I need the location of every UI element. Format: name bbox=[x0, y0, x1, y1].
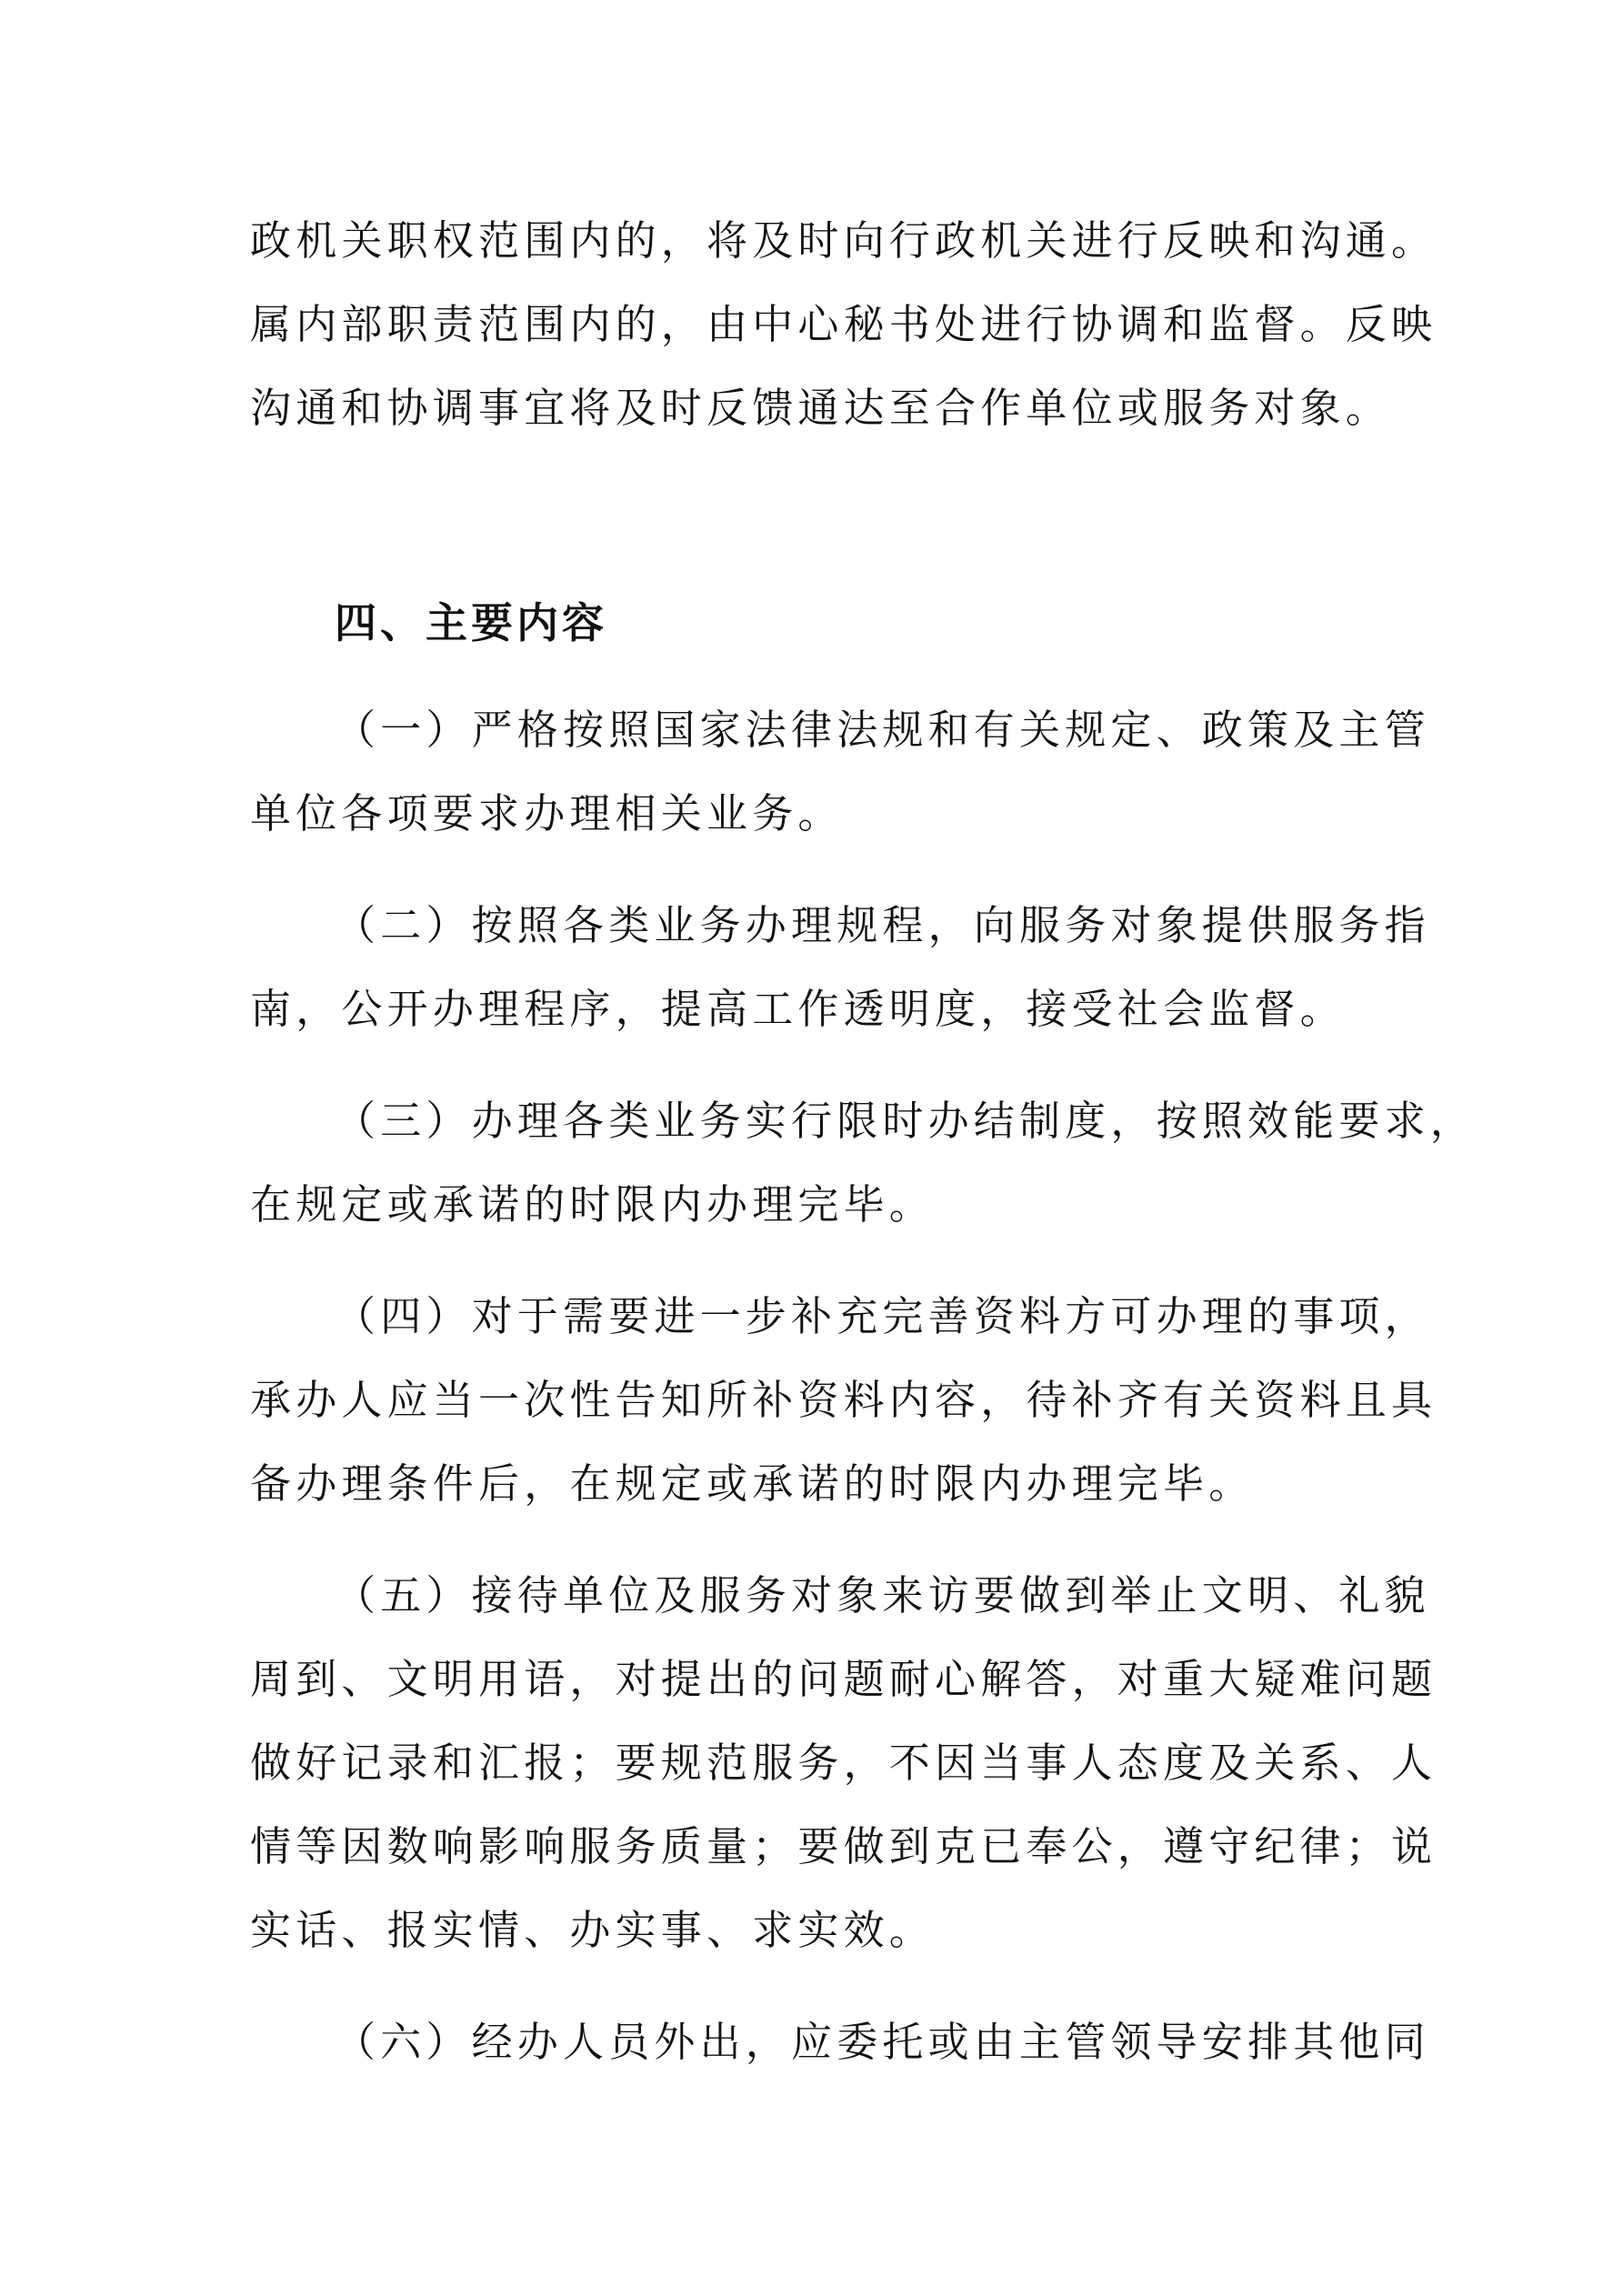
item-2-line-2: 南，公开办理程序，提高工作透明度，接受社会监督。 bbox=[250, 985, 1346, 1033]
item-3-line-2: 在规定或承诺的时限内办理完毕。 bbox=[250, 1180, 936, 1228]
item-3-line-1: （三）办理各类业务实行限时办结制度，按照效能要求， bbox=[335, 1097, 1477, 1145]
paragraph-line: 属内部职责范围内的，由中心秘书处进行协调和监督。反映 bbox=[250, 300, 1438, 348]
item-2-line-1: （二）按照各类业务办理规程，向服务对象提供服务指 bbox=[335, 901, 1430, 949]
item-5-line-5: 实话、报实情、办实事、求实效。 bbox=[250, 1906, 936, 1954]
item-5-line-1: （五）接待单位及服务对象来访要做到举止文明、礼貌 bbox=[335, 1571, 1430, 1619]
item-4-line-1: （四）对于需要进一步补充完善资料方可办理的事项， bbox=[335, 1292, 1430, 1340]
item-5-line-3: 做好记录和汇报；要规范服务，不因当事人态度及关系、人 bbox=[250, 1739, 1438, 1787]
item-5-line-4: 情等因数响影响服务质量；要做到克已奉公，遵守纪律；说 bbox=[250, 1822, 1438, 1870]
item-4-line-3: 备办理条件后，在规定或承诺的时限内办理完毕。 bbox=[250, 1459, 1255, 1508]
item-5-line-2: 周到、文明用语，对提出的问题耐心解答，对重大疑难问题 bbox=[250, 1655, 1438, 1703]
paragraph-line: 政机关职权范围内的，将及时向行政机关进行反映和沟通。 bbox=[250, 216, 1438, 265]
item-4-line-2: 承办人应当一次性告知所补资料内容，待补齐有关资料且具 bbox=[250, 1376, 1438, 1424]
item-6-line-1: （六）经办人员外出，应委托或由主管领导安排其他同 bbox=[335, 2018, 1430, 2066]
item-1-line-2: 单位各项要求办理相关业务。 bbox=[250, 789, 844, 837]
section-heading: 四、主要内容 bbox=[335, 598, 607, 647]
item-1-line-1: （一）严格按照国家法律法规和有关规定、政策及主管 bbox=[335, 706, 1430, 754]
paragraph-line: 沟通和协调事宜将及时反馈通达至合作单位或服务对象。 bbox=[250, 384, 1392, 432]
